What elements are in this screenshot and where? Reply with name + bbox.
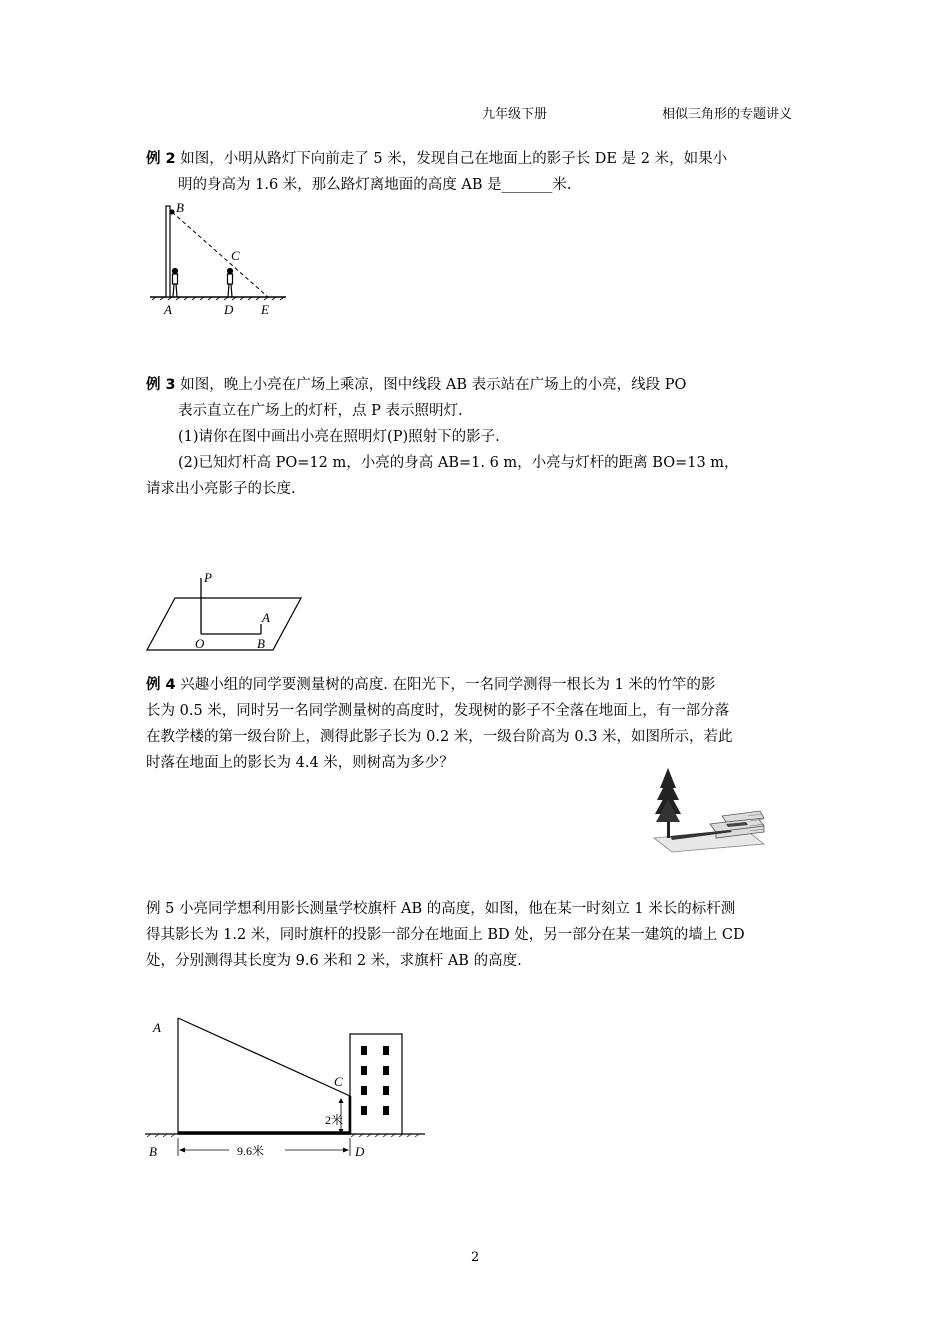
example-2-label: 例 2 xyxy=(146,151,176,167)
example-5-figure xyxy=(145,1010,430,1170)
example-4-line-2: 长为 0.5 米，同时另一名同学测量树的高度时，发现树的影子不全落在地面上，有一部分落 xyxy=(146,703,730,719)
example-4-line-1: 兴趣小组的同学要测量树的高度. 在阳光下，一名同学测得一根长为 1 米的竹竿的影 xyxy=(175,677,716,693)
example-4-label: 例 4 xyxy=(146,677,176,693)
example-4-text xyxy=(146,672,811,776)
length-label-cd: 2米 xyxy=(325,1113,344,1127)
example-3-line-3: (1)请你在图中画出小亮在照明灯(P)照射下的影子. xyxy=(178,429,500,445)
example-3-line-5: 请求出小亮影子的长度. xyxy=(146,481,296,497)
point-label-c: C xyxy=(231,248,240,263)
point-label-a: A xyxy=(164,302,172,317)
example-4-tree-figure xyxy=(650,766,770,856)
point-label-b: B xyxy=(257,636,265,651)
point-label-a: A xyxy=(262,610,270,625)
example-3-text xyxy=(146,372,811,502)
example-3-figure xyxy=(145,570,313,658)
example-2-figure xyxy=(148,200,290,322)
example-3-label: 例 3 xyxy=(146,377,176,393)
example-2-line-2: 明的身高为 1.6 米，那么路灯离地面的高度 AB 是_______米. xyxy=(178,177,572,193)
example-5-line-3: 处，分别测得其长度为 9.6 米和 2 米，求旗杆 AB 的高度. xyxy=(146,953,522,969)
point-label-a: A xyxy=(153,1020,161,1035)
example-3-line-2: 表示直立在广场上的灯杆，点 P 表示照明灯. xyxy=(178,403,463,419)
example-4-line-4: 时落在地面上的影长为 4.4 米，则树高为多少？ xyxy=(146,755,454,771)
point-label-b: B xyxy=(149,1144,157,1159)
point-label-d: D xyxy=(355,1144,365,1159)
example-5-line-2: 得其影长为 1.2 米，同时旗杆的投影一部分在地面上 BD 处，另一部分在某一建筑的墙上 CD xyxy=(146,927,745,943)
example-4-line-3: 在教学楼的第一级台阶上，测得此影子长为 0.2 米，一级台阶高为 0.3 米，如图所示，若此 xyxy=(146,729,733,745)
point-label-b: B xyxy=(176,200,184,215)
point-label-p: P xyxy=(204,570,212,585)
header-title: 相似三角形的专题讲义 xyxy=(662,107,793,122)
example-3-line-4: (2)已知灯杆高 PO=12 m，小亮的身高 AB=1. 6 m，小亮与灯杆的距离 BO=13 m， xyxy=(178,455,739,471)
point-label-d: D xyxy=(224,302,234,317)
example-2-line-1: 如图，小明从路灯下向前走了 5 米，发现自己在地面上的影子长 DE 是 2 米，如果小 xyxy=(175,151,728,167)
example-2-text xyxy=(146,146,811,198)
point-label-c: C xyxy=(334,1074,343,1089)
length-label-bd: 9.6米 xyxy=(237,1144,265,1158)
header-grade: 九年级下册 xyxy=(482,107,548,122)
example-5-line-1: 例 5 小亮同学想利用影长测量学校旗杆 AB 的高度，如图，他在某一时刻立 1 米长的标杆测 xyxy=(146,901,736,917)
example-5-text xyxy=(146,896,811,974)
point-label-o: O xyxy=(195,636,205,651)
point-label-e: E xyxy=(261,302,269,317)
page-number: 2 xyxy=(471,1250,480,1265)
example-3-line-1: 如图，晚上小亮在广场上乘凉，图中线段 AB 表示站在广场上的小亮，线段 PO xyxy=(175,377,687,393)
